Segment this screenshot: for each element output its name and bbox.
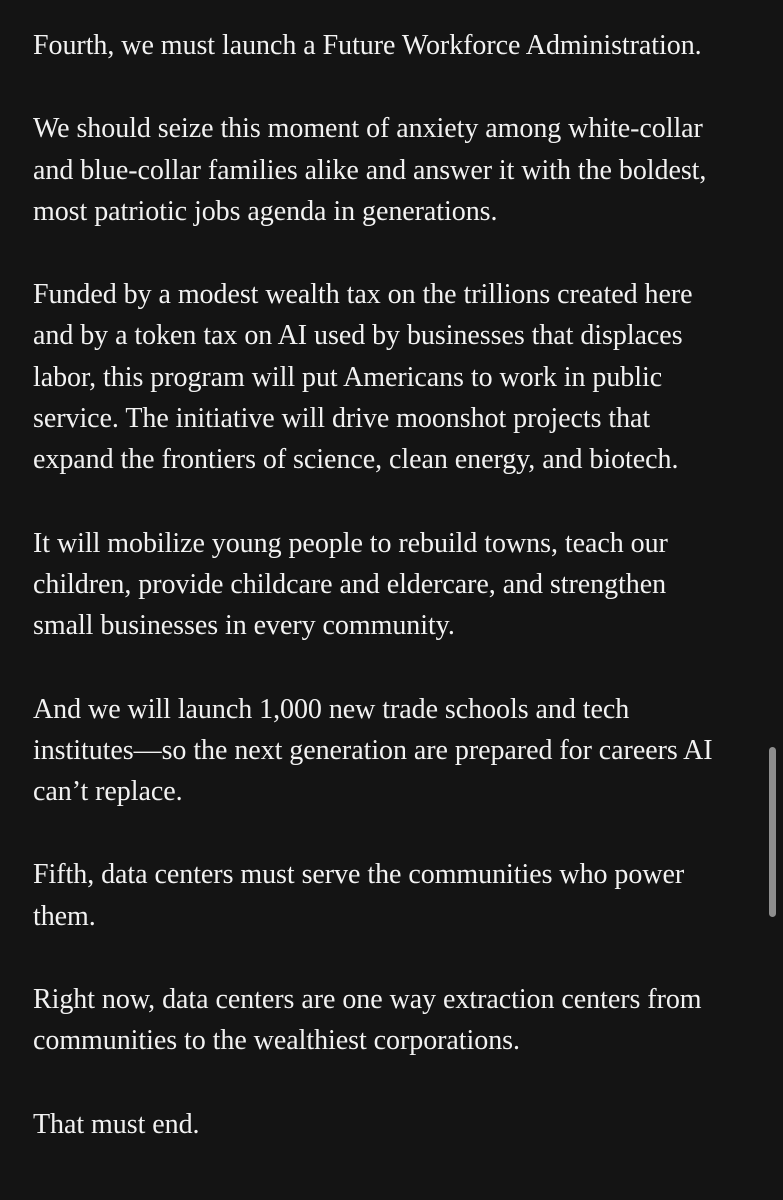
paragraph-fourth-proposal: Fourth, we must launch a Future Workforce Administration.	[33, 30, 702, 61]
paragraph-data-centers: Right now, data centers are one way extraction centers from communities to the wealthiest corporations.	[33, 984, 702, 1057]
paragraph-fifth-proposal: Fifth, data centers must serve the communities who power them.	[33, 859, 685, 932]
paragraph-jobs-agenda: We should seize this moment of anxiety among white-collar and blue-collar families alike and answer it with the boldest, most patriotic jobs agenda in generations.	[33, 113, 707, 227]
paragraph-funding: Funded by a modest wealth tax on the trillions created here and by a token tax on AI used by businesses that displaces labor, this program will put Americans to work in public service. The initiative will drive moonshot projects that expand the frontiers of science, clean energy, and biotech.	[33, 279, 693, 476]
paragraph-mobilize-youth: It will mobilize young people to rebuild towns, teach our children, provide childcare and eldercare, and strengthen small businesses in every community.	[33, 527, 668, 642]
scrollbar-thumb[interactable]	[769, 747, 776, 917]
paragraph-trade-schools: And we will launch 1,000 new trade schools and tech institutes—so the next generation are prepared for careers AI can’t replace.	[33, 693, 713, 808]
paragraph-conclusion: That must end.	[33, 1108, 200, 1140]
